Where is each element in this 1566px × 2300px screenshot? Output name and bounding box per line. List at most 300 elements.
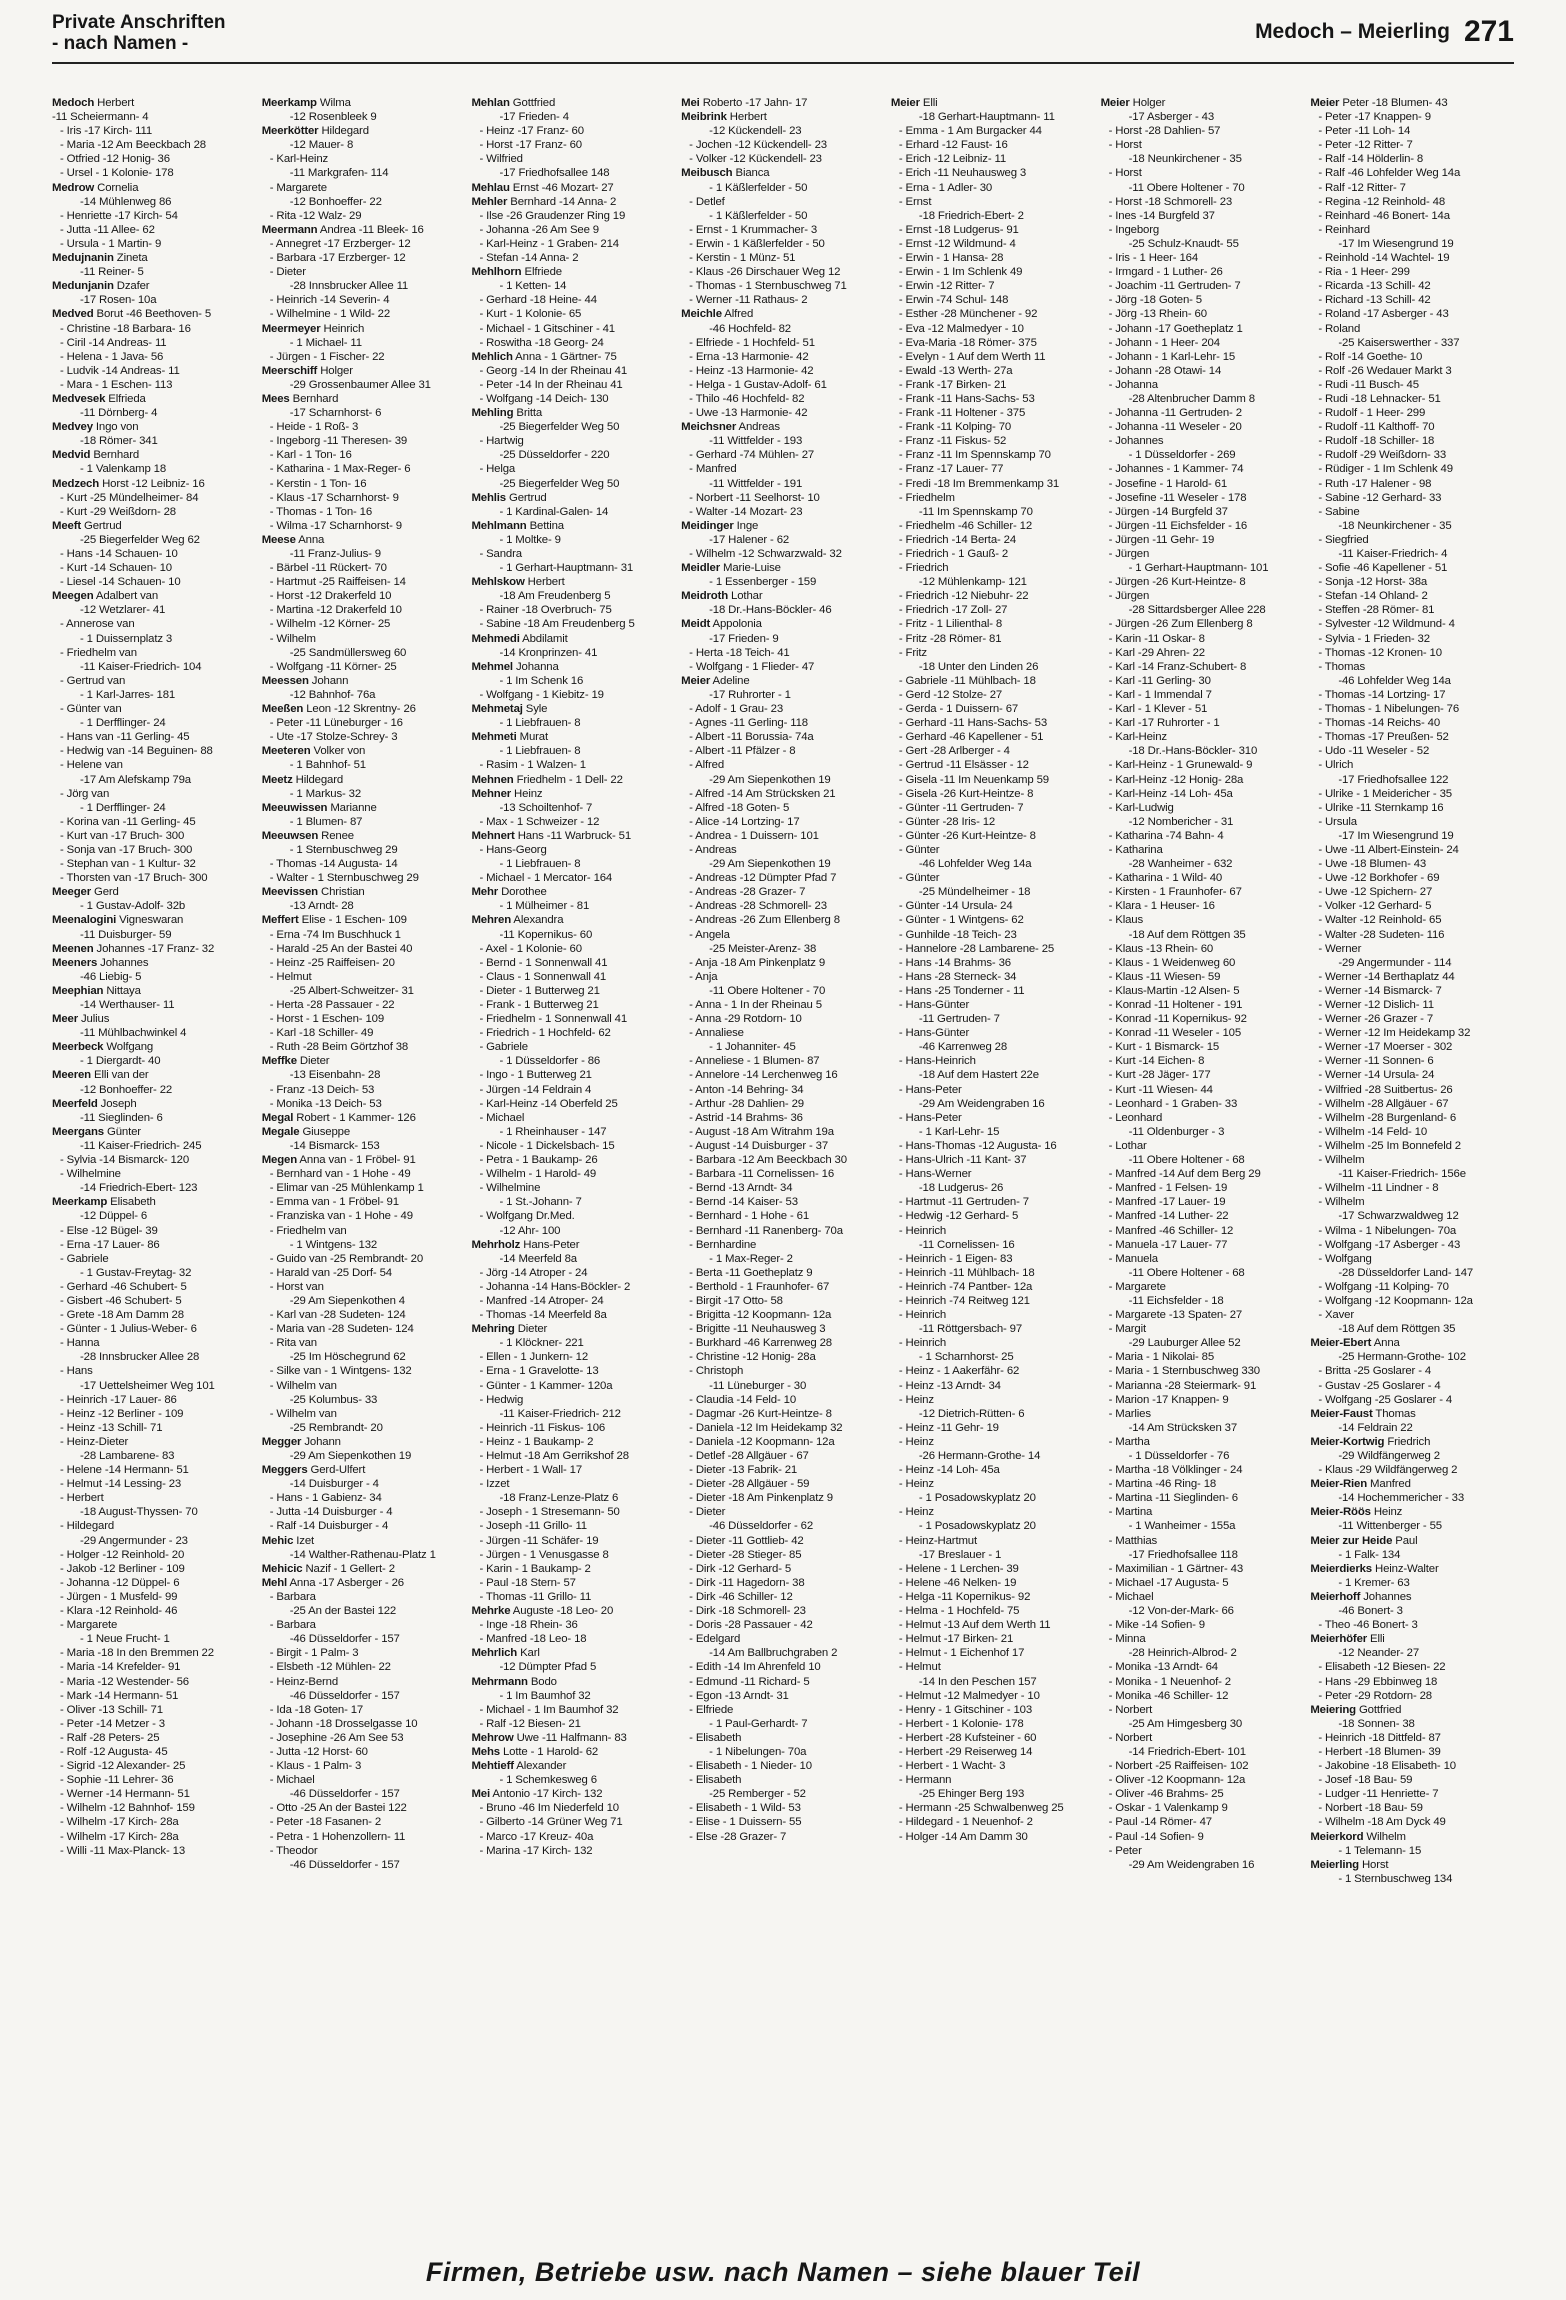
address-line: -29 Grossenbaumer Allee 31 bbox=[289, 378, 431, 391]
listing-entry: - Roland -17 Asberger - 43 bbox=[1318, 308, 1449, 321]
listing-entry: - Helmut - 1 Eichenhof 17 bbox=[898, 1647, 1025, 1660]
address-line: -18 Auf dem Hastert 22e bbox=[918, 1069, 1039, 1082]
surname-entry: Meidt Appolonia bbox=[681, 618, 762, 631]
listing-entry: - Ines -14 Burgfeld 37 bbox=[1108, 209, 1215, 222]
surname: Meier-Faust bbox=[1310, 1407, 1373, 1420]
surname: Meerschiff bbox=[261, 364, 318, 377]
listing-entry: - Nicole - 1 Dickelsbach- 15 bbox=[479, 1139, 615, 1152]
address-line: -29 Am Siepenkothen 19 bbox=[289, 1450, 412, 1462]
surname: Meeuwsen bbox=[261, 829, 319, 842]
address-line: - 1 Telemann- 15 bbox=[1338, 1844, 1422, 1857]
surname-entry: Meeuwsen Renee bbox=[261, 829, 354, 842]
listing-entry: - Oliver -13 Schill- 71 bbox=[60, 1703, 163, 1716]
surname-entry: Medunjanin Dzafer bbox=[52, 280, 150, 293]
address-line: -13 Schoiltenhof- 7 bbox=[499, 801, 593, 814]
listing-entry: - Michael - 1 Mercator- 164 bbox=[479, 872, 613, 885]
listing-entry: - Karl-Heinz bbox=[1108, 731, 1167, 744]
listing-entry: - Horst bbox=[1108, 139, 1142, 152]
surname: Meiering bbox=[1310, 1703, 1356, 1716]
listing-entry: - Wilhelm -12 Bahnhof- 159 bbox=[60, 1802, 195, 1815]
address-line: -28 Sittardsberger Allee 228 bbox=[1128, 604, 1266, 617]
listing-entry: - Ellen - 1 Junkern- 12 bbox=[479, 1351, 589, 1364]
address-line: -11 Gertruden- 7 bbox=[918, 1013, 1000, 1026]
surname-entry: Megale Giuseppe bbox=[261, 1125, 351, 1138]
surname-entry: Mehling Britta bbox=[471, 407, 543, 420]
address-line: - 1 Klöckner- 221 bbox=[499, 1337, 584, 1350]
surname-entry: Mehmeti Murat bbox=[471, 731, 548, 744]
address-line: -14 Am Strücksken 37 bbox=[1128, 1421, 1238, 1434]
listing-entry: - Karl-Heinz bbox=[269, 153, 329, 166]
listing-entry: - Michael - 1 Gitschiner - 41 bbox=[479, 322, 615, 335]
listing-entry: - Friedrich - 1 Gauß- 2 bbox=[898, 548, 1009, 560]
listing-entry: - Birgit -17 Otto- 58 bbox=[689, 1294, 783, 1307]
listing-column bbox=[52, 96, 256, 2236]
surname: Megen bbox=[261, 1154, 298, 1167]
address-line: -14 Friedrich-Ebert- 101 bbox=[1128, 1745, 1246, 1758]
listing-entry: - Sophie -11 Lehrer- 36 bbox=[60, 1774, 174, 1787]
surname-entry: Meichsner Andreas bbox=[681, 421, 780, 434]
surname-entry: Meeuwissen Marianne bbox=[261, 801, 377, 814]
listing-entry: - Herbert -29 Reiserweg 14 bbox=[898, 1745, 1033, 1758]
listing-entry: - Margarete bbox=[269, 181, 327, 194]
listing-entry: - Erna -17 Lauer- 86 bbox=[60, 1238, 160, 1251]
address-line: -17 Breslauer - 1 bbox=[918, 1548, 1002, 1561]
listing-entry: - Rudi -18 Lehnacker- 51 bbox=[1318, 392, 1441, 405]
listing-entry: - Wilma -17 Scharnhorst- 9 bbox=[269, 519, 402, 532]
listing-entry: - Walter -28 Sudeten- 116 bbox=[1318, 928, 1445, 941]
address-line: -11 Obere Holtener - 70 bbox=[1128, 181, 1245, 194]
surname-entry: Meier Holger bbox=[1100, 97, 1166, 109]
listing-entry: - Iris -17 Kirch- 111 bbox=[60, 125, 153, 138]
listing-entry: - Anja -18 Am Pinkenplatz 9 bbox=[689, 956, 826, 969]
surname: Meerbeck bbox=[52, 1041, 104, 1054]
address-line: -14 Am Ballbruchgraben 2 bbox=[709, 1647, 838, 1660]
listing-entry: - Dieter -28 Allgäuer - 59 bbox=[689, 1478, 810, 1491]
listing-entry: - Kurt - 1 Bismarck- 15 bbox=[1108, 1041, 1220, 1054]
listing-entry: - Alfred -18 Goten- 5 bbox=[689, 801, 790, 814]
listing-entry: - Wilhelm bbox=[1318, 1196, 1365, 1209]
address-line: - 1 Posadowskyplatz 20 bbox=[918, 1492, 1036, 1505]
address-line: -25 Sandmüllersweg 60 bbox=[289, 646, 407, 659]
listing-entry: - Johanna -11 Weseler - 20 bbox=[1108, 421, 1242, 434]
listing-entry: - Heinrich bbox=[898, 1309, 947, 1322]
listing-entry: - Wilhelmine bbox=[60, 1168, 121, 1181]
listing-entry: - Peter -29 Rotdorn- 28 bbox=[1318, 1689, 1432, 1702]
address-line: -11 Mühlbachwinkel 4 bbox=[80, 1027, 187, 1040]
listing-entry: - Joseph -11 Grillo- 11 bbox=[479, 1520, 587, 1533]
listing-entry: - Alfred bbox=[689, 759, 725, 772]
surname: Meermeyer bbox=[261, 322, 321, 335]
listing-entry: - Otfried -12 Honig- 36 bbox=[60, 153, 170, 166]
surname-entry: Meierhoff Johannes bbox=[1310, 1590, 1412, 1603]
surname-entry: Medvey Ingo von bbox=[52, 421, 139, 434]
listing-entry: - Hans-Thomas -12 Augusta- 16 bbox=[898, 1139, 1057, 1152]
listing-entry: - Marco -17 Kreuz- 40a bbox=[479, 1830, 594, 1843]
listing-entry: - Friedhelm van bbox=[269, 1224, 347, 1237]
listing-entry: - Klaus -13 Rhein- 60 bbox=[1108, 942, 1214, 955]
listing-entry: - Petra - 1 Hohenzollern- 11 bbox=[269, 1830, 406, 1843]
surname-entry: Meenalogini Vigneswaran bbox=[52, 914, 184, 927]
listing-entry: - Hildegard bbox=[60, 1520, 115, 1533]
surname: Meenalogini bbox=[52, 914, 117, 927]
listing-entry: - Peter -11 Lüneburger - 16 bbox=[269, 717, 403, 730]
listing-entry: - Hans-Heinrich bbox=[898, 1055, 976, 1068]
address-line: -18 Friedrich-Ebert- 2 bbox=[918, 209, 1024, 222]
listing-entry: - Helene - 1 Lerchen- 39 bbox=[898, 1562, 1019, 1575]
listing-entry: - Edmund -11 Richard- 5 bbox=[689, 1675, 810, 1688]
listing-entry: - Dieter -13 Fabrik- 21 bbox=[689, 1464, 798, 1477]
surname-entry: Medved Borut -46 Beethoven- 5 bbox=[52, 308, 212, 321]
address-line: -12 Nombericher - 31 bbox=[1128, 815, 1234, 828]
name-range: Medoch – Meierling bbox=[1255, 20, 1450, 43]
listing-entry: - Hans-Günter bbox=[898, 999, 970, 1011]
address-line: -25 Remberger - 52 bbox=[709, 1788, 806, 1801]
listing-entry: - Rüdiger - 1 Im Schlenk 49 bbox=[1318, 463, 1453, 476]
listing-entry: - Regina -12 Reinhold- 48 bbox=[1318, 195, 1445, 208]
listing-entry: - Heinz -12 Berliner - 109 bbox=[60, 1407, 184, 1420]
listing-entry: - Friedhelm van bbox=[60, 646, 137, 659]
listing-entry: - Jürgen -14 Burgfeld 37 bbox=[1108, 505, 1228, 518]
listing-entry: - Helga bbox=[479, 463, 516, 476]
address-line: -17 Scharnhorst- 6 bbox=[289, 407, 382, 420]
listing-entry: - Jörg -18 Goten- 5 bbox=[1108, 294, 1202, 307]
listing-entry: - Dirk -46 Schiller- 12 bbox=[689, 1590, 793, 1603]
listing-entry: - Josefine -11 Weseler - 178 bbox=[1108, 491, 1247, 504]
address-line: -28 Wanheimer - 632 bbox=[1128, 858, 1233, 871]
address-line: - 1 Mülheimer - 81 bbox=[499, 900, 590, 913]
listing-entry: - Andreas bbox=[689, 843, 737, 856]
address-line: -14 Bismarck- 153 bbox=[289, 1139, 380, 1152]
listing-entry: - Jürgen -11 Schäfer- 19 bbox=[479, 1534, 599, 1547]
listing-entry: - Oliver -46 Brahms- 25 bbox=[1108, 1788, 1224, 1801]
listing-entry: - Fritz bbox=[898, 646, 927, 659]
section-heading bbox=[52, 12, 226, 54]
listing-entry: - Jörg -14 Atroper - 24 bbox=[479, 1266, 588, 1279]
listing-entry: - Herbert - 1 Wall- 17 bbox=[479, 1464, 583, 1477]
listing-entry: - Ursula - 1 Martin- 9 bbox=[60, 237, 162, 250]
listing-entry: - Fredi -18 Im Bremmenkamp 31 bbox=[898, 477, 1060, 490]
listing-entry: - Daniela -12 Koopmann- 12a bbox=[689, 1435, 835, 1448]
listing-entry: - Kurt -28 Jäger- 177 bbox=[1108, 1069, 1211, 1082]
listing-entry: - Xaver bbox=[1318, 1309, 1354, 1322]
address-line: -12 Düppel- 6 bbox=[80, 1210, 148, 1223]
listing-entry: - Johanna -12 Düppel- 6 bbox=[60, 1576, 180, 1589]
listing-entry: - Bernhard van - 1 Hohe - 49 bbox=[269, 1168, 411, 1181]
address-line: -11 Kaiser-Friedrich- 104 bbox=[80, 660, 202, 673]
surname-entry: Meier Elli bbox=[890, 97, 938, 109]
address-line: -29 Angermunder - 23 bbox=[80, 1534, 188, 1547]
listing-entry: - Joseph - 1 Stresemann- 50 bbox=[479, 1506, 620, 1519]
listing-entry: - Horst -12 Drakerfeld 10 bbox=[269, 590, 392, 603]
listing-entry: - Martina -11 Sieglinden- 6 bbox=[1108, 1492, 1238, 1505]
listing-entry: - Hans -28 Sterneck- 34 bbox=[898, 970, 1017, 983]
surname-entry: Meidinger Inge bbox=[681, 519, 759, 532]
section-title: Private Anschriften bbox=[52, 12, 226, 33]
listing-entry: - Hermann bbox=[898, 1774, 952, 1787]
address-line: - 1 Käßlerfelder - 50 bbox=[709, 209, 808, 222]
listing-entry: - Sonja van -17 Bruch- 300 bbox=[60, 843, 193, 856]
listing-entry: - Ria - 1 Heer- 299 bbox=[1318, 266, 1410, 279]
listing-entry: - Norbert bbox=[1108, 1731, 1153, 1744]
address-line: - 1 Im Schenk 16 bbox=[499, 674, 584, 687]
listing-entry: - Christine -18 Barbara- 16 bbox=[60, 322, 191, 335]
surname: Meibrink bbox=[681, 111, 727, 124]
listing-entry: - Wilfried -28 Suitbertus- 26 bbox=[1318, 1083, 1453, 1096]
address-line: -11 Obere Holtener - 68 bbox=[1128, 1154, 1245, 1167]
address-line: -11 Lüneburger - 30 bbox=[709, 1379, 807, 1392]
listing-entry: - Max - 1 Schweizer - 12 bbox=[479, 815, 600, 828]
listing-entry: - Bernhard -11 Ranenberg- 70a bbox=[689, 1224, 843, 1237]
address-line: -14 Duisburger - 4 bbox=[289, 1478, 379, 1491]
surname: Mehtieff bbox=[471, 1760, 514, 1773]
listing-entry: - Herbert - 1 Wacht- 3 bbox=[898, 1760, 1006, 1773]
listing-entry: - Heinrich -14 Severin- 4 bbox=[269, 294, 390, 307]
surname: Medved bbox=[52, 308, 94, 321]
listing-entry: - Werner -14 Hermann- 51 bbox=[60, 1788, 190, 1801]
listing-entry: - Marlies bbox=[1108, 1407, 1151, 1420]
address-line: -17 Halener - 62 bbox=[709, 533, 790, 546]
listing-column bbox=[1101, 96, 1305, 2236]
address-line: -25 Schulz-Knaudt- 55 bbox=[1128, 237, 1239, 250]
listing-entry: - Helmut -13 Auf dem Werth 11 bbox=[898, 1619, 1051, 1632]
listing-entry: - Werner -11 Sonnen- 6 bbox=[1318, 1055, 1434, 1068]
listing-entry: - Thomas bbox=[1318, 660, 1366, 673]
listing-entry: - Otto -25 An der Bastei 122 bbox=[269, 1802, 407, 1815]
listing-entry: - Sabine -18 Am Freudenberg 5 bbox=[479, 618, 635, 631]
address-line: -12 Wetzlarer- 41 bbox=[80, 604, 166, 617]
surname: Meeners bbox=[52, 956, 98, 969]
listing-entry: - Holger -12 Reinhold- 20 bbox=[60, 1548, 185, 1561]
listing-entry: - Heinrich -18 Dittfeld- 87 bbox=[1318, 1731, 1441, 1744]
listing-entry: - Werner -14 Ursula- 24 bbox=[1318, 1069, 1435, 1082]
listing-entry: - Friedrich - 1 Hochfeld- 62 bbox=[479, 1027, 611, 1040]
surname: Meeteren bbox=[261, 745, 311, 758]
address-line: -12 Mühlenkamp- 121 bbox=[918, 576, 1027, 589]
listing-entry: - Theo -46 Bonert- 3 bbox=[1318, 1619, 1418, 1632]
address-line: -18 Gerhart-Hauptmann- 11 bbox=[918, 111, 1055, 124]
surname: Meier-Ebert bbox=[1310, 1337, 1372, 1350]
surname-entry: Mehner Heinz bbox=[471, 787, 543, 800]
listing-entry: - Petra - 1 Baukamp- 26 bbox=[479, 1154, 598, 1167]
listing-entry: - Anneliese - 1 Blumen- 87 bbox=[689, 1055, 820, 1068]
listing-entry: - Jürgen - 1 Venusgasse 8 bbox=[479, 1548, 609, 1561]
listing-entry: - Karl -17 Ruhrorter - 1 bbox=[1108, 717, 1220, 730]
surname-entry: Megger Johann bbox=[261, 1435, 341, 1448]
listing-entry: - Wilhelm - 1 Harold- 49 bbox=[479, 1168, 597, 1181]
address-line: - 1 Gerhart-Hauptmann- 101 bbox=[1128, 562, 1269, 575]
surname-entry: Meerkötter Hildegard bbox=[261, 125, 369, 138]
listing-entry: - Siegfried bbox=[1318, 533, 1369, 546]
listing-entry: - Annegret -17 Erzberger- 12 bbox=[269, 237, 411, 250]
listing-entry: - Heinz - 1 Baukamp- 2 bbox=[479, 1435, 594, 1448]
listing-entry: - Rudolf - 1 Heer- 299 bbox=[1318, 407, 1426, 420]
surname-entry: Medvesek Elfrieda bbox=[52, 392, 146, 405]
listing-entry: - Jürgen -26 Kurt-Heintze- 8 bbox=[1108, 576, 1246, 589]
listing-entry: - Günter van bbox=[60, 703, 122, 716]
listing-entry: - Rolf -26 Wedauer Markt 3 bbox=[1318, 364, 1452, 377]
surname-entry: -11 Scheiermann- 4 bbox=[52, 111, 149, 124]
listing-entry: - Albert -11 Pfälzer - 8 bbox=[689, 745, 796, 758]
listing-entry: - Peter -12 Ritter- 7 bbox=[1318, 139, 1413, 152]
surname: Mehling bbox=[471, 407, 514, 420]
address-line: -25 Kolumbus- 33 bbox=[289, 1393, 378, 1406]
listing-entry: - Henry - 1 Gitschiner - 103 bbox=[898, 1703, 1033, 1716]
surname-entry: Mehlan Gottfried bbox=[471, 97, 556, 109]
listing-entry: - Peter -11 Loh- 14 bbox=[1318, 125, 1411, 138]
listing-entry: - Manfred bbox=[689, 463, 737, 476]
listing-entry: - Martina bbox=[1108, 1506, 1153, 1519]
listing-entry: - Klara -12 Reinhold- 46 bbox=[60, 1605, 178, 1618]
address-line: -18 Ludgerus- 26 bbox=[918, 1182, 1004, 1195]
surname-entry: Mehmel Johanna bbox=[471, 660, 559, 673]
listing-entry: - Roland bbox=[1318, 322, 1361, 335]
listing-entry: - Gisbert -46 Schubert- 5 bbox=[60, 1294, 182, 1307]
listing-entry: - Hans-Werner bbox=[898, 1168, 972, 1181]
listing-entry: - Heide - 1 Roß- 3 bbox=[269, 421, 359, 434]
listing-entry: - Elisabeth bbox=[689, 1731, 742, 1744]
address-line: -12 Dietrich-Rütten- 6 bbox=[918, 1407, 1025, 1420]
address-line: -25 Albert-Schweitzer- 31 bbox=[289, 984, 414, 997]
listing-entry: - Gisela -11 Im Neuenkamp 59 bbox=[898, 773, 1049, 786]
listing-entry: - Sabine bbox=[1318, 505, 1360, 518]
listing-entry: - Erhard -12 Faust- 16 bbox=[898, 139, 1008, 152]
surname-entry: Mehrmann Bodo bbox=[471, 1675, 557, 1688]
listing-entry: - Minna bbox=[1108, 1633, 1146, 1646]
listing-entry: - Hedwig van -14 Beguinen- 88 bbox=[60, 745, 213, 758]
listing-entry: - Wilhelm -25 Im Bonnefeld 2 bbox=[1318, 1139, 1461, 1152]
surname: Mehlich bbox=[471, 350, 513, 363]
address-line: - 1 Duissernplatz 3 bbox=[80, 632, 173, 645]
listing-entry: - Jutta -12 Horst- 60 bbox=[269, 1745, 368, 1758]
listing-entry: - Peter -14 Metzer - 3 bbox=[60, 1717, 165, 1730]
surname-entry: Meier-Rien Manfred bbox=[1310, 1478, 1411, 1491]
listing-entry: - Erwin - 1 Hansa- 28 bbox=[898, 252, 1004, 265]
page-header bbox=[52, 10, 1514, 64]
listing-entry: - Johann - 1 Karl-Lehr- 15 bbox=[1108, 350, 1236, 363]
listing-entry: - Dieter - 1 Butterweg 21 bbox=[479, 984, 600, 997]
address-line: - 1 Sternbuschweg 134 bbox=[1338, 1872, 1453, 1885]
listing-entry: - Werner -26 Grazer - 7 bbox=[1318, 1013, 1434, 1026]
listing-entry: - Thorsten van -17 Bruch- 300 bbox=[60, 872, 208, 885]
listing-entry: - Martina -12 Drakerfeld 10 bbox=[269, 604, 402, 617]
address-line: -14 Hochemmericher - 33 bbox=[1338, 1492, 1465, 1505]
address-line: - 1 Karl-Lehr- 15 bbox=[918, 1125, 1000, 1138]
listing-entry: - Ralf -14 Duisburger - 4 bbox=[269, 1520, 389, 1533]
surname-entry: Meevissen Christian bbox=[261, 886, 365, 899]
address-line: -18 Auf dem Röttgen 35 bbox=[1128, 928, 1246, 941]
listing-entry: - Inge -18 Rhein- 36 bbox=[479, 1619, 578, 1632]
address-line: -46 Lohfelder Weg 14a bbox=[918, 858, 1032, 871]
surname: Mehlmann bbox=[471, 519, 527, 532]
listing-entry: - Hanna bbox=[60, 1337, 100, 1350]
surname: Mehs bbox=[471, 1745, 500, 1758]
address-line: -18 Römer- 341 bbox=[80, 435, 158, 448]
listing-entry: - Hartwig bbox=[479, 435, 524, 448]
listing-entry: - Herbert bbox=[60, 1492, 104, 1505]
surname-entry: Mehlau Ernst -46 Mozart- 27 bbox=[471, 181, 614, 194]
surname: Meier zur Heide bbox=[1310, 1534, 1393, 1547]
listing-entry: - Wilhelm -18 Am Dyck 49 bbox=[1318, 1816, 1446, 1829]
listing-entry: - Mara - 1 Eschen- 113 bbox=[60, 378, 173, 391]
address-line: -29 Am Siepenkothen 19 bbox=[709, 858, 831, 871]
address-line: - 1 Rheinhauser - 147 bbox=[499, 1125, 607, 1138]
listing-entry: - Gerd -12 Stolze- 27 bbox=[898, 688, 1003, 701]
listing-entry: - Bruno -46 Im Niederfeld 10 bbox=[479, 1802, 619, 1815]
listing-entry: - Wilhelmine - 1 Wild- 22 bbox=[269, 308, 391, 321]
surname-entry: Meermeyer Heinrich bbox=[261, 322, 365, 335]
surname: Mehnen bbox=[471, 773, 514, 786]
listing-entry: - Sylvester -12 Wildmund- 4 bbox=[1318, 618, 1455, 631]
surname-entry: Meerkamp Elisabeth bbox=[52, 1196, 156, 1209]
listing-entry: - Anna - 1 In der Rheinau 5 bbox=[689, 999, 822, 1011]
listing-entry: - Helmut -14 Lessing- 23 bbox=[60, 1478, 182, 1491]
surname-entry: Meeft Gertrud bbox=[52, 519, 122, 532]
listing-entry: - Heinz -25 Raiffeisen- 20 bbox=[269, 956, 395, 969]
address-line: -46 Düsseldorfer - 157 bbox=[289, 1633, 400, 1646]
listing-entry: - Thomas - 1 Sternbuschweg 71 bbox=[689, 280, 847, 293]
listing-entry: - Gert -28 Arlberger - 4 bbox=[898, 745, 1010, 758]
address-line: -14 Feldrain 22 bbox=[1338, 1421, 1413, 1434]
listing-entry: - Jörg -13 Rhein- 60 bbox=[1108, 308, 1207, 321]
listing-entry: - Heinrich -11 Mühlbach- 18 bbox=[898, 1266, 1035, 1279]
surname: Mehmel bbox=[471, 660, 513, 673]
surname: Mehrow bbox=[471, 1731, 514, 1744]
address-line: -18 Sonnen- 38 bbox=[1338, 1717, 1415, 1730]
listing-entry: - Günter - 1 Julius-Weber- 6 bbox=[60, 1323, 197, 1336]
listing-entry: - Günter - 1 Wintgens- 62 bbox=[898, 914, 1024, 927]
surname: Meier bbox=[890, 97, 920, 109]
listing-entry: - Wolfgang -14 Deich- 130 bbox=[479, 392, 609, 405]
listing-entry: - Edelgard bbox=[689, 1633, 741, 1646]
surname: Meibusch bbox=[681, 167, 733, 180]
listing-entry: - Liesel -14 Schauen- 10 bbox=[60, 576, 181, 589]
surname-entry: Meierling Horst bbox=[1310, 1858, 1389, 1871]
listing-entry: - Erna -13 Harmonie- 42 bbox=[689, 350, 809, 363]
listing-entry: - Uwe -11 Albert-Einstein- 24 bbox=[1318, 843, 1459, 856]
address-line: -25 Meister-Arenz- 38 bbox=[709, 942, 817, 955]
listing-entry: - Monika -46 Schiller- 12 bbox=[1108, 1689, 1229, 1702]
listing-entry: - Adolf - 1 Grau- 23 bbox=[689, 703, 784, 716]
surname-entry: Meerbeck Wolfgang bbox=[52, 1041, 154, 1054]
listing-entry: - Kirsten - 1 Fraunhofer- 67 bbox=[1108, 886, 1242, 899]
listing-entry: - Alfred -14 Am Strücksken 21 bbox=[689, 787, 836, 800]
surname: Meephian bbox=[52, 984, 104, 997]
listing-entry: - Konrad -11 Kopernikus- 92 bbox=[1108, 1013, 1247, 1026]
listing-entry: - Johannes - 1 Kammer- 74 bbox=[1108, 463, 1244, 476]
listing-entry: - Monika -13 Deich- 53 bbox=[269, 1097, 382, 1110]
listing-entry: - Dieter -11 Gottlieb- 42 bbox=[689, 1534, 804, 1547]
surname-entry: Mehrow Uwe -11 Halfmann- 83 bbox=[471, 1731, 627, 1744]
surname-entry: Meerschiff Holger bbox=[261, 364, 353, 377]
listing-entry: - Annaliese bbox=[689, 1027, 744, 1040]
listing-entry: - Fritz -28 Römer- 81 bbox=[898, 632, 1002, 645]
listing-entry: - Helga -11 Kopernikus- 92 bbox=[898, 1590, 1031, 1603]
listing-entry: - Hedwig -12 Gerhard- 5 bbox=[898, 1210, 1019, 1223]
surname: Meierdierks bbox=[1310, 1562, 1372, 1575]
listing-entry: - Klaus - 1 Weidenweg 60 bbox=[1108, 956, 1236, 969]
listing-entry: - Theodor bbox=[269, 1844, 318, 1857]
listing-entry: - Hans-Peter bbox=[898, 1083, 962, 1096]
listing-entry: - Maria van -28 Sudeten- 124 bbox=[269, 1323, 414, 1336]
listing-entry: - Heinrich -74 Reitweg 121 bbox=[898, 1294, 1030, 1307]
surname-entry: Mehlhorn Elfriede bbox=[471, 266, 562, 279]
listing-entry: - Manfred -14 Atroper- 24 bbox=[479, 1294, 604, 1307]
listing-entry: - Peter -14 In der Rheinau 41 bbox=[479, 378, 623, 391]
listing-entry: - Bernd -14 Kaiser- 53 bbox=[689, 1196, 798, 1209]
listing-entry: - Hermann -25 Schwalbenweg 25 bbox=[898, 1802, 1064, 1815]
surname-entry: Medujnanin Zineta bbox=[52, 252, 148, 265]
listing-entry: - Herbert -28 Kufsteiner - 60 bbox=[898, 1731, 1037, 1744]
